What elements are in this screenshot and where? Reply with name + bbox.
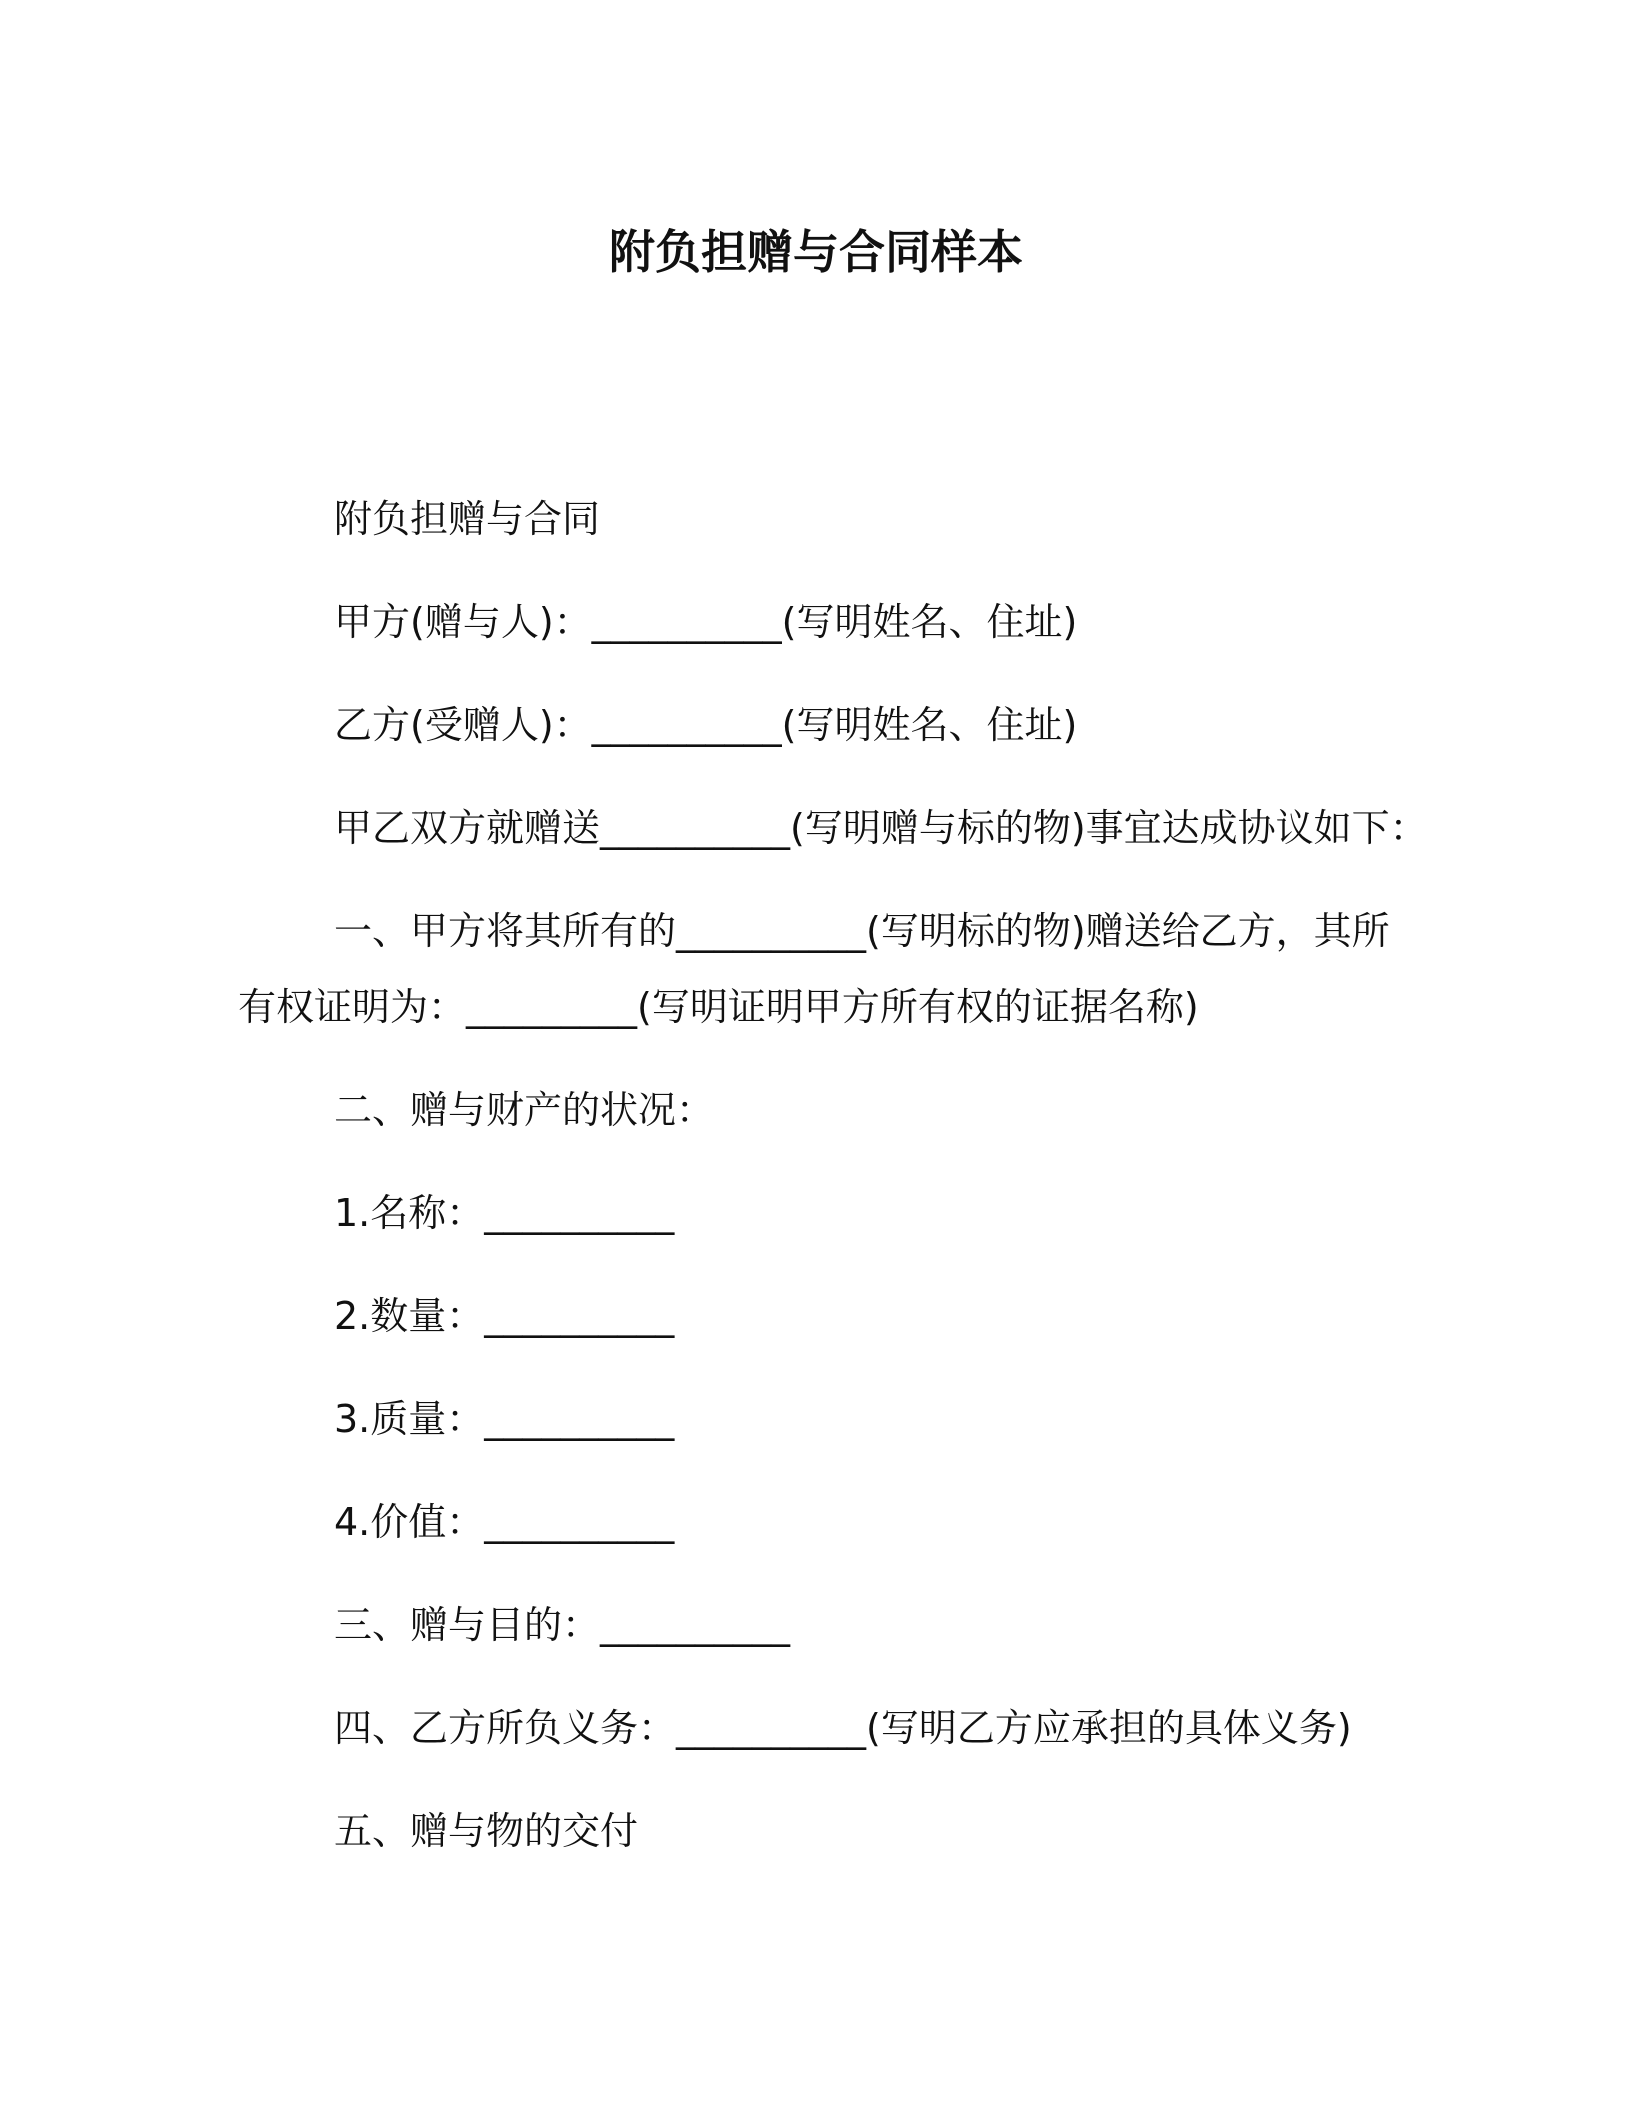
clause-1-line: 一、甲方将其所有的__________(写明标的物)赠送给乙方，其所 bbox=[334, 909, 1390, 953]
property-quantity-line: 2.数量：__________ bbox=[334, 1294, 675, 1338]
property-name-line: 1.名称：__________ bbox=[334, 1191, 675, 1235]
clause-1-continuation: 有权证明为：_________(写明证明甲方所有权的证据名称) bbox=[238, 985, 1199, 1029]
clause-4-line: 四、乙方所负义务：__________(写明乙方应承担的具体义务) bbox=[334, 1706, 1352, 1750]
contract-heading: 附负担赠与合同 bbox=[334, 497, 601, 541]
clause-2-heading: 二、赠与财产的状况： bbox=[334, 1088, 715, 1132]
clause-3-line: 三、赠与目的：__________ bbox=[334, 1603, 791, 1647]
party-b-line: 乙方(受赠人)：__________(写明姓名、住址) bbox=[334, 703, 1078, 747]
property-quality-line: 3.质量：__________ bbox=[334, 1397, 675, 1441]
agreement-intro-line: 甲乙双方就赠送__________(写明赠与标的物)事宜达成协议如下： bbox=[334, 806, 1428, 850]
clause-5-heading: 五、赠与物的交付 bbox=[334, 1809, 639, 1853]
property-value-line: 4.价值：__________ bbox=[334, 1500, 675, 1544]
document-title: 附负担赠与合同样本 bbox=[609, 225, 1023, 279]
party-a-line: 甲方(赠与人)：__________(写明姓名、住址) bbox=[334, 600, 1078, 644]
